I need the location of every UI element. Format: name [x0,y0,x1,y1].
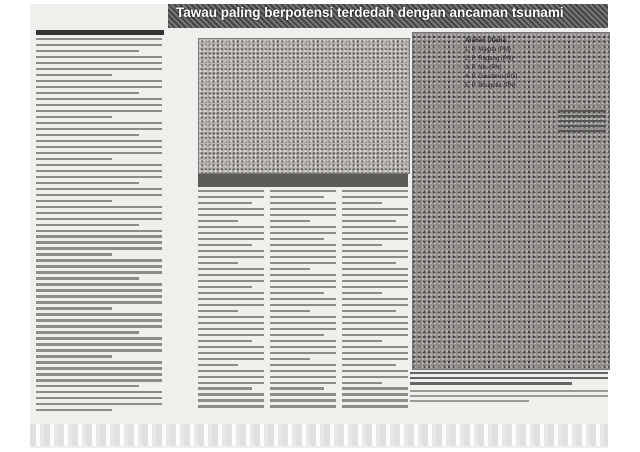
text-column-1 [36,38,162,415]
sidebar-list-item: 2. P. Ragang (PN) [465,56,514,62]
map-side-caption [558,110,606,150]
photo-caption [198,174,408,187]
sidebar-list-item: 5. P. Bhugolla (PN) [465,83,516,89]
sidebar-list-item: 4. P. Gaudanu (PG) [465,74,518,80]
article-headline: Tawau paling berpotensi terdedah dengan ancaman tsunami [176,5,564,20]
text-column-3 [270,190,336,411]
byline-bar [36,30,164,35]
sidebar-list-title: Arahan Utama: [465,38,508,44]
map-footnotes [410,390,608,405]
map-caption [410,372,608,388]
text-column-2 [198,190,264,411]
sidebar-list-item: 1. P. Mayda (PM) [465,47,511,53]
sidebar-list-item: 3. P. Nfu (PN) [465,65,502,71]
coastline-photo [198,38,410,174]
scan-noise-strip [30,424,608,446]
sidebar-list [465,38,607,91]
text-column-4 [342,190,408,411]
